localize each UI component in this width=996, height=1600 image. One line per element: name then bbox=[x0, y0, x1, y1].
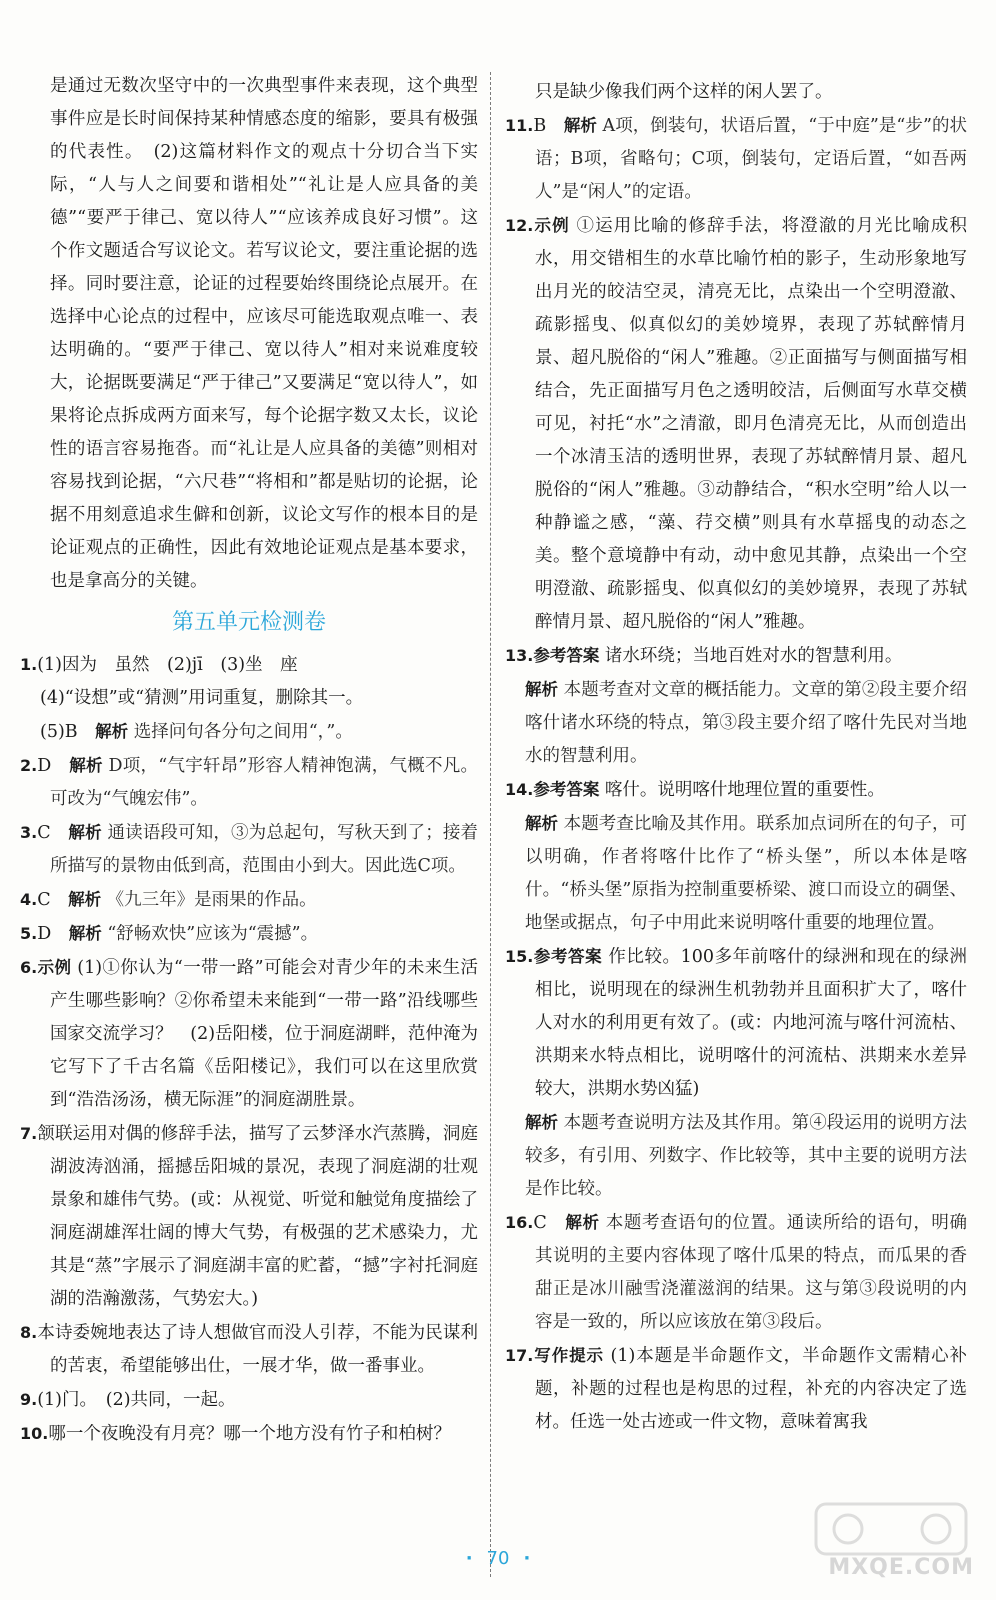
analysis-label: 解析 bbox=[565, 1213, 600, 1232]
section-title: 第五单元检测卷 bbox=[171, 610, 326, 635]
question-6: 6.示例 (1)①你认为“一带一路”可能会对青少年的未来生活产生哪些影响？②你希望未来能到“一带一路”沿线哪些国家交流学习？ (2)岳阳楼，位于洞庭湖畔，范仲淹为它写下了千古名篇《岳阳楼记》，我们可以在这里欣赏到“浩浩汤汤，横无际涯”的洞庭湖胜景。 bbox=[20, 958, 479, 1110]
right-column bbox=[505, 76, 967, 1439]
question-10-continuation: 只是缺少像我们两个这样的闲人罢了。 bbox=[535, 82, 833, 102]
analysis-label: 解析 bbox=[95, 722, 129, 741]
left-column bbox=[20, 70, 478, 1451]
answer-line-3: (5)B 解析 选择问句各分句之间用“，”。 bbox=[40, 722, 353, 742]
writing-tip-label: 写作提示 bbox=[533, 1346, 604, 1365]
question-7: 7.颔联运用对偶的修辞手法，描写了云梦泽水汽蒸腾，洞庭湖波涛汹涌，摇撼岳阳城的景况，表现了洞庭湖的壮观景象和雄伟气势。(或：从视觉、听觉和触觉角度描绘了洞庭湖雄浑壮阔的博大气势，有极强的艺术感染力，尤其是“蒸”字展示了洞庭湖丰富的贮蓄，“撼”字衬托洞庭湖的浩瀚激荡，气势宏大。) bbox=[20, 1124, 478, 1309]
analysis-label: 解析 bbox=[525, 1113, 559, 1132]
analysis-label: 解析 bbox=[563, 116, 597, 135]
essay-analysis-continuation: 是通过无数次坚守中的一次典型事件来表现，这个典型事件应是长时间保持某种情感态度的缩影，要具有极强的代表性。 (2)这篇材料作文的观点十分切合当下实际，“人与人之间要和谐相处”“礼让是人应具备的美德”“要严于律己、宽以待人”“应该养成良好习惯”。这个作文题适合写议论文。若写议论文，要注重论据的选择。同时要注意，论证的过程要始终围绕论点展开。在选择中心论点的过程中，应该尽可能选取观点唯一、表达明确的。“要严于律己、宽以待人”相对来说难度较大，论据既要满足“严于律己”又要满足“宽以待人”，如果将论点拆成两方面来写，每个论据字数又太长，议论性的语言容易拖沓。而“礼让是人应具备的美德”则相对容易找到论据，“六尺巷”“将相和”都是贴切的论据，论据不用刻意追求生僻和创新，议论文写作的根本目的是论证观点的正确性，因此有效地论证观点是基本要求，也是拿高分的关键。 bbox=[50, 76, 478, 591]
question-13: 13.参考答案 诸水环绕；当地百姓对水的智慧利用。 解析 本题考查对文章的概括能力。文章的第②段主要介绍喀什诸水环绕的特点，第③段主要介绍了喀什先民对当地水的智慧利用。 bbox=[505, 646, 968, 766]
question-10: 10.哪一个夜晚没有月亮？哪一个地方没有竹子和柏树？ bbox=[20, 1424, 451, 1444]
answer-line-1: (1)因为 虽然 (2)jī (3)坐 座 bbox=[37, 655, 298, 675]
question-16: 16.C 解析 本题考查语句的位置。通读所给的语句，明确其说明的主要内容体现了喀什瓜果的特点，而瓜果的香甜正是冰川融雪浇灌滋润的结果。这与第③段说明的内容是一致的，所以应该放在第③段后。 bbox=[505, 1213, 968, 1332]
reference-answer-label: 参考答案 bbox=[533, 780, 600, 799]
question-8: 8.本诗委婉地表达了诗人想做官而没人引荐，不能为民谋利的苦衷，希望能够出仕，一展才华，做一番事业。 bbox=[20, 1323, 478, 1376]
analysis-label: 解析 bbox=[68, 823, 102, 842]
question-11: 11.B 解析 A项，倒装句，状语后置，“于中庭”是“步”的状语；B项，省略句；C项，倒装句，定语后置，“如吾两人”是“闲人”的定语。 bbox=[505, 116, 967, 202]
question-5: 5.D 解析 “舒畅欢快”应该为“震撼”。 bbox=[20, 924, 319, 944]
question-15: 15.参考答案 作比较。100多年前喀什的绿洲和现在的绿洲相比，说明现在的绿洲生机勃勃并且面积扩大了，喀什人对水的利用更有效了。(或：内地河流与喀什河流枯、洪期来水特点相比，说明喀什的河流枯、洪期来水差异较大，洪期水势凶猛) 解析 本题考查说明方法及其作用。第④段运用的说明方法较多，有引用、列数字、作比较等，其中主要的说明方法是作比较。 bbox=[505, 947, 968, 1199]
answer-line-2: (4)“设想”或“猜测”用词重复，删除其一。 bbox=[40, 688, 364, 708]
question-3: 3.C 解析 通读语段可知，③为总起句，写秋天到了；接着所描写的景物由低到高，范围由小到大。因此选C项。 bbox=[20, 823, 479, 876]
example-label: 示例 bbox=[37, 958, 72, 977]
question-12: 12.示例 ①运用比喻的修辞手法，将澄澈的月光比喻成积水，用交错相生的水草比喻竹柏的影子，生动形象地写出月光的皎洁空灵，清亮无比，点染出一个空明澄澈、疏影摇曳、似真似幻的美妙境界，表现了苏轼醉情月景、超凡脱俗的“闲人”雅趣。②正面描写与侧面描写相结合，先正面描写月色之透明皎洁，后侧面写水草交横可见，衬托“水”之清澈，即月色清亮无比，从而创造出一个冰清玉洁的透明世界，表现了苏轼醉情月景、超凡脱俗的“闲人”雅趣。③动静结合，“积水空明”给人以一种静谧之感，“藻、荇交横”则具有水草摇曳的动态之美。整个意境静中有动，动中愈见其静，点染出一个空明澄澈、疏影摇曳、似真似幻的美妙境界，表现了苏轼醉情月景、超凡脱俗的“闲人”雅趣。 bbox=[505, 216, 968, 632]
example-label: 示例 bbox=[533, 216, 570, 235]
reference-answer-label: 参考答案 bbox=[533, 947, 603, 966]
question-4: 4.C 解析 《九三年》是雨果的作品。 bbox=[20, 890, 317, 910]
column-divider bbox=[490, 72, 491, 1577]
question-14: 14.参考答案 喀什。说明喀什地理位置的重要性。 解析 本题考查比喻及其作用。联系加点词所在的句子，可以明确，作者将喀什比作了“桥头堡”，所以本体是喀什。“桥头堡”原指为控制重要桥梁、渡口而设立的碉堡、地堡或据点，句子中用此来说明喀什重要的地理位置。 bbox=[505, 780, 968, 933]
analysis-label: 解析 bbox=[69, 756, 103, 775]
question-1 bbox=[20, 648, 478, 749]
analysis-label: 解析 bbox=[525, 814, 559, 833]
analysis-label: 解析 bbox=[525, 680, 559, 699]
question-17: 17.写作提示 (1)本题是半命题作文，半命题作文需精心补题，补题的过程也是构思的过程，补充的内容决定了选材。任选一处古迹或一件文物，意味着寓我 bbox=[505, 1346, 968, 1432]
question-2: 2.D 解析 D项，“气宇轩昂”形容人精神饱满，气概不凡。可改为“气魄宏伟”。 bbox=[20, 756, 478, 809]
analysis-label: 解析 bbox=[68, 890, 102, 909]
reference-answer-label: 参考答案 bbox=[533, 646, 600, 665]
question-number: 1. bbox=[20, 655, 38, 674]
page-number: · 70 · bbox=[465, 1548, 531, 1569]
question-9: 9.(1)门。 (2)共同，一起。 bbox=[20, 1390, 236, 1410]
analysis-label: 解析 bbox=[68, 924, 102, 943]
watermark-logo bbox=[808, 1500, 978, 1580]
watermark-text: MXQE.COM bbox=[828, 1555, 974, 1580]
